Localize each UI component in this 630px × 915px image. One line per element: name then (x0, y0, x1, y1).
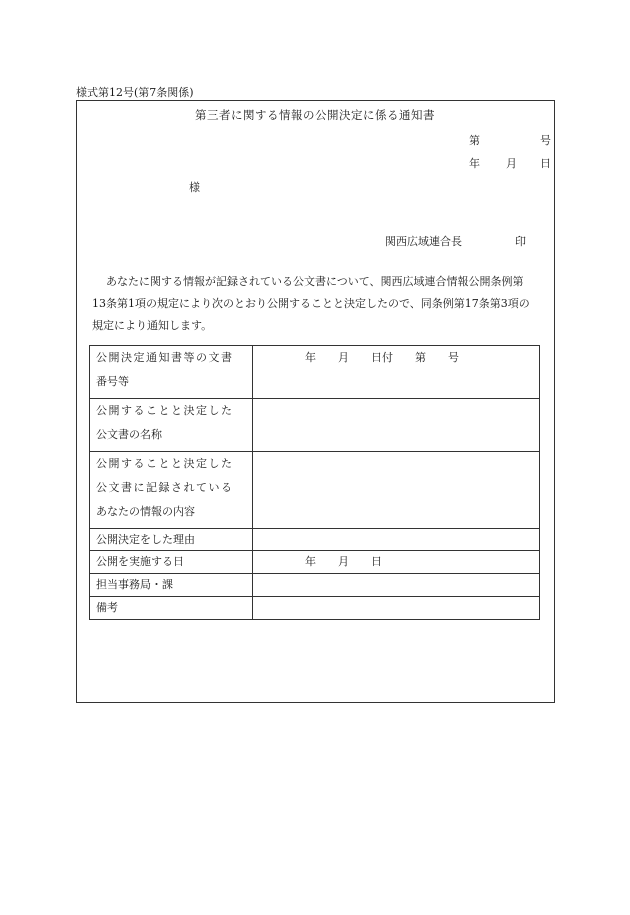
label-line: 公文書に記録されている (96, 481, 234, 494)
label-line: 公開決定をした理由 (96, 533, 195, 546)
issue-date-number-value: 年 月 日付 第 号 (305, 351, 459, 364)
label-line: 公文書の名称 (96, 428, 162, 441)
body-line-1: あなたに関する情報が記録されている公文書について、関西広域連合情報公開条例第 (106, 275, 524, 288)
row-label (90, 346, 253, 399)
row-label (90, 597, 253, 620)
number-prefix: 第 (469, 134, 480, 147)
row-label (90, 574, 253, 597)
date-year: 年 (469, 157, 480, 170)
label-line: 公開を実施する日 (96, 555, 184, 568)
row-label (90, 399, 253, 452)
row-value (253, 551, 540, 574)
label-line: あなたの情報の内容 (96, 505, 195, 518)
implementation-date-value: 年 月 日 (305, 555, 382, 568)
disclosure-details-table (89, 345, 540, 620)
table-row (90, 346, 540, 399)
row-value (253, 529, 540, 551)
label-line: 担当事務局・課 (96, 578, 173, 591)
row-value (253, 452, 540, 529)
document-title: 第三者に関する情報の公開決定に係る通知書 (195, 108, 435, 122)
table-row (90, 551, 540, 574)
label-line: 公開することと決定した (96, 457, 234, 470)
row-label (90, 551, 253, 574)
date-month: 月 (506, 157, 517, 170)
table-row (90, 574, 540, 597)
label-line: 備考 (96, 601, 118, 614)
row-label (90, 529, 253, 551)
table-row (90, 597, 540, 620)
label-line: 公開決定通知書等の文書 (96, 351, 234, 364)
date-day: 日 (540, 157, 551, 170)
row-label (90, 452, 253, 529)
row-value (253, 574, 540, 597)
body-line-2: 13条第1項の規定により次のとおり公開することと決定したので、同条例第17条第3項の (92, 297, 530, 310)
addressee-suffix: 様 (189, 181, 200, 194)
row-value (253, 597, 540, 620)
sender-name: 関西広域連合長 (385, 235, 462, 248)
number-suffix: 号 (540, 134, 551, 147)
label-line: 公開することと決定した (96, 404, 234, 417)
row-value (253, 346, 540, 399)
table-row (90, 452, 540, 529)
table-row (90, 399, 540, 452)
label-line: 番号等 (96, 375, 129, 388)
table-row (90, 529, 540, 551)
row-value (253, 399, 540, 452)
notice-body (92, 271, 547, 337)
form-number-label: 様式第12号(第7条関係) (76, 86, 194, 99)
seal-mark: 印 (515, 235, 526, 248)
body-line-3: 規定により通知します。 (92, 319, 213, 332)
